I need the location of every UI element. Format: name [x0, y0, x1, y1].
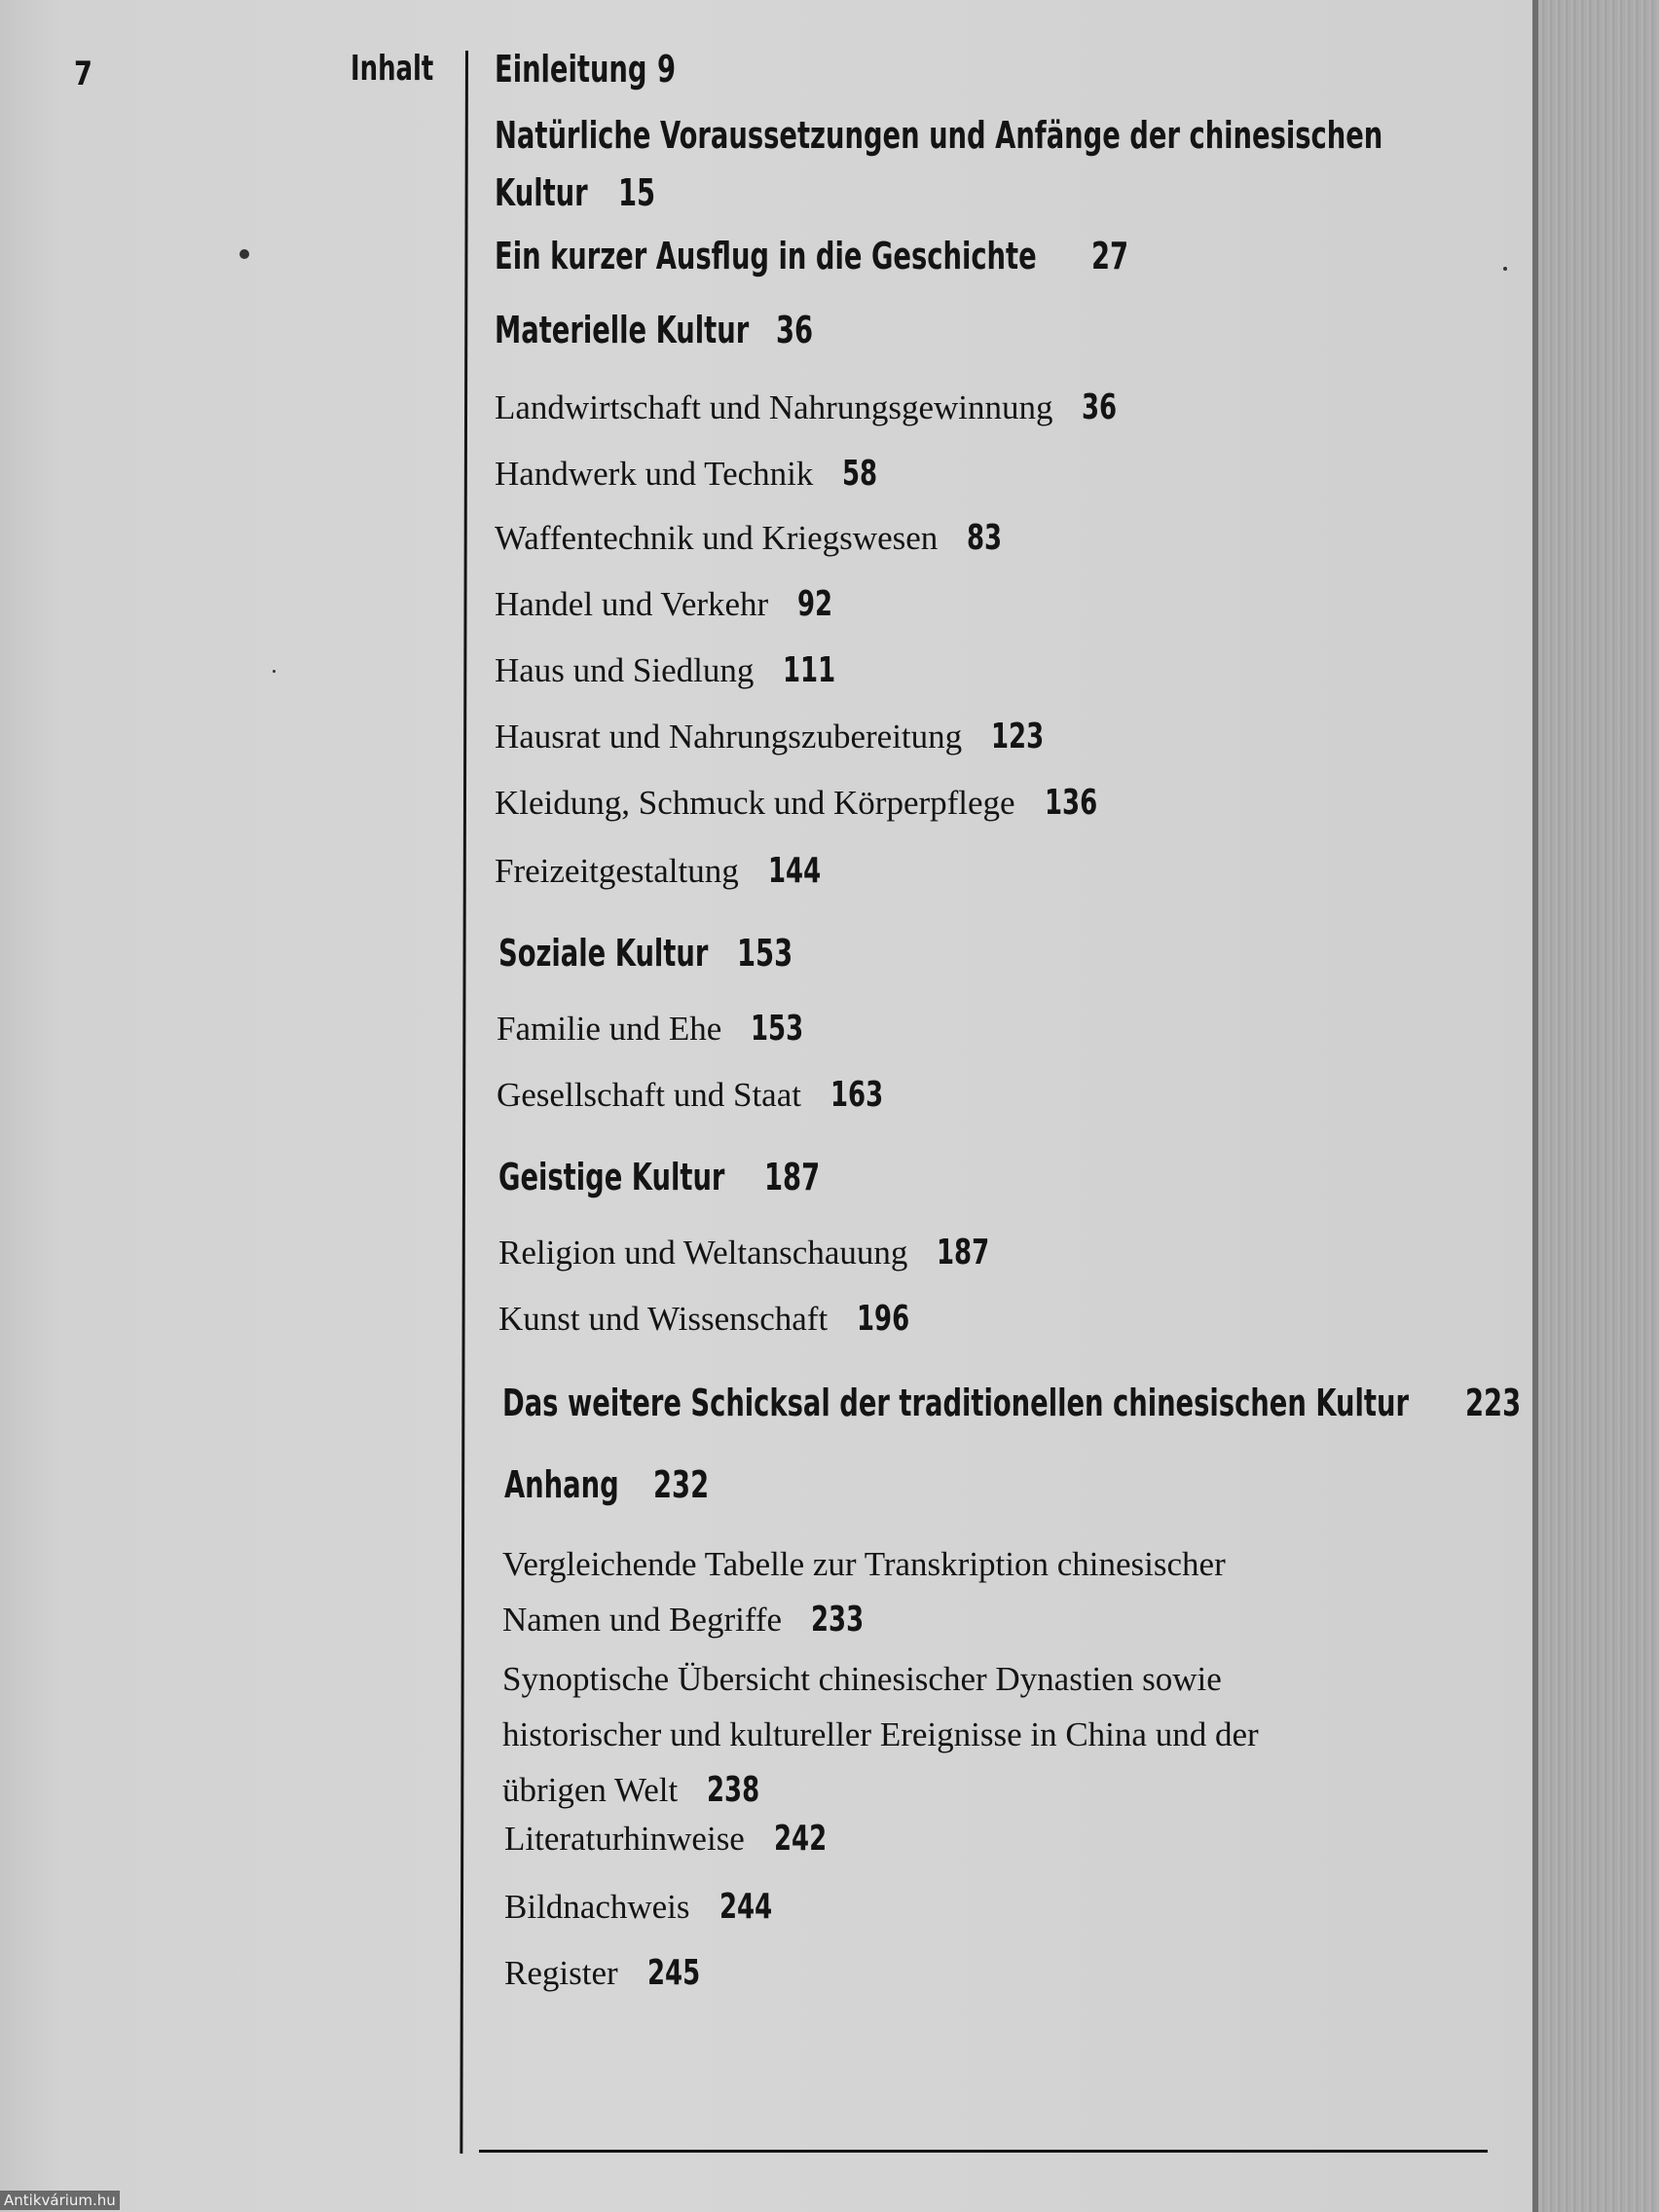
toc-entry-title-line2: Namen und Begriffe	[502, 1601, 783, 1639]
toc-entry[interactable]	[498, 1233, 1011, 1272]
toc-entry[interactable]	[495, 111, 1659, 226]
toc-entry-title: Soziale Kultur	[498, 932, 709, 975]
page-number: 7	[74, 55, 92, 93]
toc-entry-page: 196	[857, 1299, 910, 1339]
toc-entry-title-line2: Kultur	[495, 171, 588, 214]
toc-entry-page: 15	[617, 171, 655, 214]
toc-entry[interactable]	[502, 1382, 1542, 1425]
toc-entry-title: Familie und Ehe	[497, 1010, 722, 1048]
toc-entry[interactable]	[498, 1157, 841, 1199]
toc-entry[interactable]	[504, 1953, 720, 1993]
toc-entry-title: Religion und Weltanschauung	[498, 1234, 908, 1272]
toc-entry[interactable]	[495, 49, 683, 92]
paper-speck	[1503, 267, 1507, 271]
toc-entry-page: 244	[719, 1887, 772, 1927]
toc-entry[interactable]	[502, 1655, 1259, 1822]
toc-entry[interactable]	[497, 1075, 903, 1115]
toc-entry-title: Materielle Kultur	[495, 309, 750, 351]
toc-entry-page: 232	[653, 1463, 710, 1506]
horizontal-rule	[479, 2150, 1488, 2153]
toc-entry-title: Waffentechnik und Kriegswesen	[495, 519, 939, 557]
toc-entry-title: Geistige Kultur	[498, 1156, 725, 1198]
toc-entry-title: Gesellschaft und Staat	[497, 1076, 801, 1114]
toc-entry-title: Register	[504, 1954, 618, 1992]
toc-entry[interactable]	[495, 584, 846, 624]
watermark: Antikvárium.hu	[0, 2191, 120, 2210]
toc-entry-title: Freizeitgestaltung	[495, 852, 739, 890]
toc-entry-page: 9	[657, 48, 677, 91]
toc-entry-title: Literaturhinweise	[504, 1820, 745, 1858]
toc-entry-page: 187	[763, 1156, 820, 1198]
toc-entry-page: 163	[830, 1075, 884, 1115]
toc-entry-title: Anhang	[504, 1463, 619, 1506]
toc-entry-page: 136	[1044, 783, 1097, 823]
toc-entry[interactable]	[495, 387, 1131, 427]
toc-entry-page: 187	[937, 1233, 990, 1272]
toc-entry-title: Ein kurzer Ausflug in die Geschichte	[495, 235, 1037, 277]
toc-entry-title: Handwerk und Technik	[495, 455, 814, 493]
toc-entry[interactable]	[495, 717, 1064, 756]
toc-entry-page: 83	[967, 518, 1003, 558]
toc-entry-page: 58	[842, 454, 878, 494]
page-edge	[1532, 0, 1538, 2212]
paper-speck	[240, 249, 249, 259]
toc-entry-page: 245	[646, 1953, 700, 1993]
toc-entry[interactable]	[504, 1887, 793, 1927]
background-surface	[1538, 0, 1659, 2212]
toc-entry-title: Synoptische Übersicht chinesischer Dynastien sowie	[502, 1660, 1222, 1698]
toc-entry[interactable]	[495, 650, 857, 690]
toc-entry[interactable]	[495, 851, 841, 891]
toc-entry-title: Kunst und Wissenschaft	[498, 1300, 829, 1338]
toc-entry-page: 238	[707, 1770, 760, 1810]
toc-entry-title: Einleitung	[495, 48, 647, 91]
toc-entry-page: 144	[767, 851, 821, 891]
toc-entry-title: Kleidung, Schmuck und Körperpflege	[495, 784, 1015, 822]
toc-entry-title: Handel und Verkehr	[495, 585, 769, 623]
toc-entry[interactable]	[495, 783, 1118, 823]
toc-entry-title: Bildnachweis	[504, 1888, 690, 1926]
toc-entry-title: Natürliche Voraussetzungen und Anfänge der chinesischen	[495, 114, 1383, 157]
toc-entry-page: 111	[783, 650, 836, 690]
toc-entry[interactable]	[495, 518, 1015, 558]
toc-entry-page: 92	[797, 584, 833, 624]
toc-entry[interactable]	[502, 1540, 1226, 1651]
section-label: Inhalt	[350, 49, 434, 89]
toc-entry-page: 153	[737, 932, 793, 975]
toc-entry-title: Vergleichende Tabelle zur Transkription chinesischer	[502, 1545, 1226, 1583]
toc-entry[interactable]	[498, 933, 814, 976]
toc-entry-page: 27	[1091, 235, 1129, 277]
toc-entry-page: 242	[773, 1819, 827, 1859]
toc-entry-page: 223	[1464, 1382, 1522, 1424]
toc-entry-page: 233	[811, 1600, 865, 1640]
toc-entry[interactable]	[498, 1299, 930, 1339]
toc-entry-title-line3: übrigen Welt	[502, 1771, 679, 1809]
toc-entry-title: Hausrat und Nahrungszubereitung	[495, 718, 963, 756]
toc-entry-title: Haus und Siedlung	[495, 651, 755, 689]
vertical-rule	[460, 51, 468, 2154]
toc-entry[interactable]	[504, 1819, 847, 1859]
toc-entry-title: Das weitere Schicksal der traditionellen chinesischen Kultur	[502, 1382, 1409, 1424]
paper-speck	[273, 670, 276, 673]
toc-entry-page: 123	[991, 717, 1045, 756]
toc-entry-title-line2: historischer und kultureller Ereignisse in China und der	[502, 1715, 1259, 1753]
toc-entry-page: 36	[775, 309, 813, 351]
toc-entry-title: Landwirtschaft und Nahrungsgewinnung	[495, 388, 1053, 426]
toc-entry[interactable]	[495, 310, 828, 352]
toc-entry-page: 153	[751, 1009, 804, 1049]
toc-entry-page: 36	[1082, 387, 1118, 427]
toc-entry[interactable]	[504, 1464, 731, 1507]
toc-entry[interactable]	[497, 1009, 825, 1049]
toc-entry[interactable]	[495, 236, 1143, 278]
toc-entry[interactable]	[495, 454, 891, 494]
